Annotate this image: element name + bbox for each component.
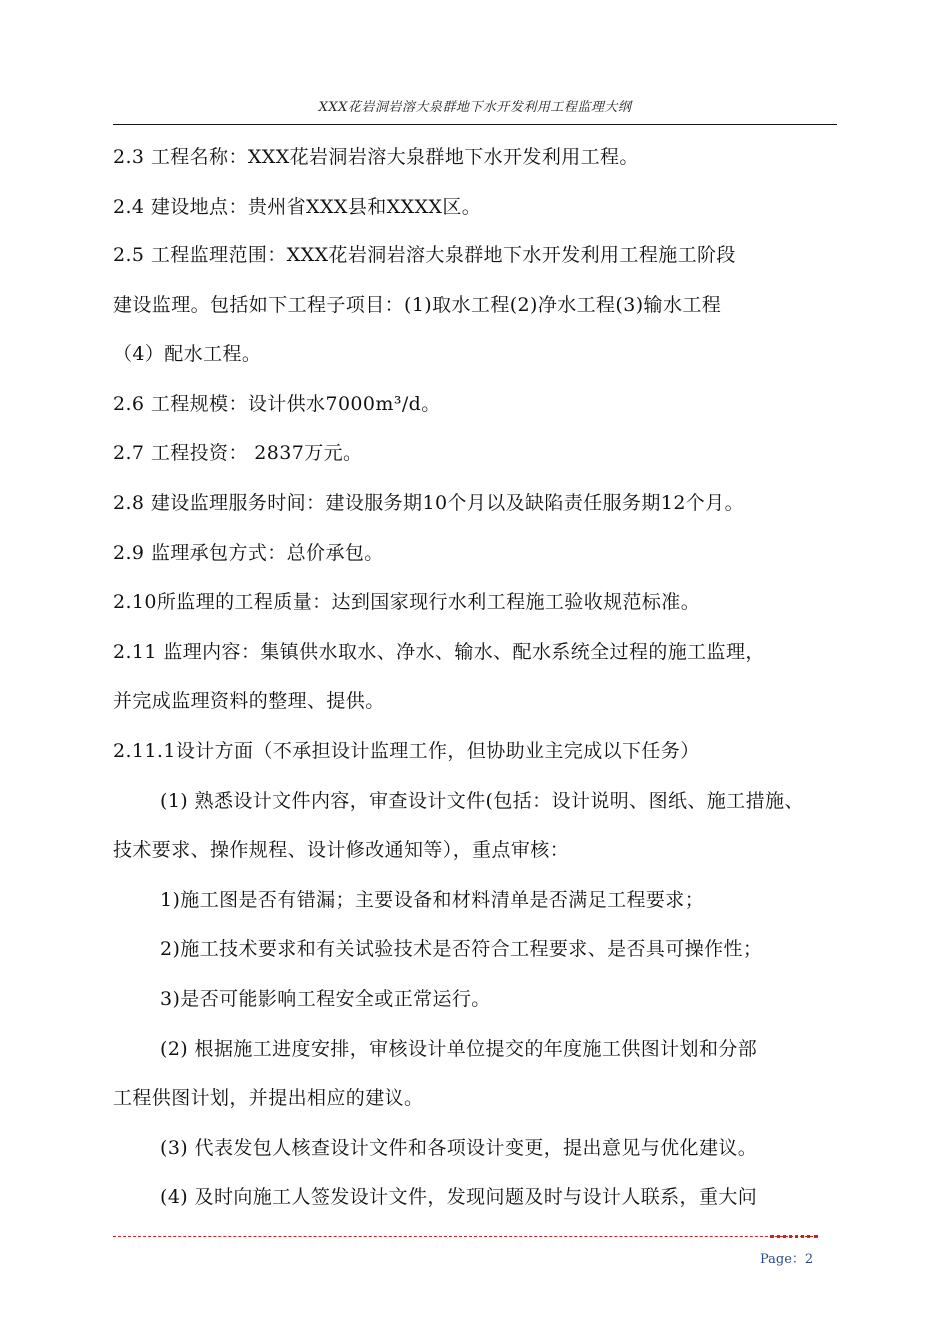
text-line-sub-3: 3)是否可能影响工程安全或正常运行。 bbox=[160, 988, 491, 1010]
text-line-sub-2: 2)施工技术要求和有关试验技术是否符合工程要求、是否具可操作性； bbox=[160, 938, 763, 960]
text-line-item-1: (1) 熟悉设计文件内容，审查设计文件(包括：设计说明、图纸、施工措施、 bbox=[160, 790, 804, 812]
text-line-item-2-cont: 工程供图计划，并提出相应的建议。 bbox=[113, 1087, 424, 1109]
text-line-item-3: (3) 代表发包人核查设计文件和各项设计变更，提出意见与优化建议。 bbox=[160, 1137, 758, 1159]
text-line-2-10: 2.10所监理的工程质量：达到国家现行水利工程施工验收规范标准。 bbox=[113, 591, 701, 613]
text-line-item-2: (2) 根据施工进度安排，审核设计单位提交的年度施工供图计划和分部 bbox=[160, 1038, 758, 1060]
footer-divider-accent bbox=[770, 1235, 818, 1238]
page-number: Page：2 bbox=[760, 1252, 814, 1267]
text-line-item-1-cont: 技术要求、操作规程、设计修改通知等），重点审核： bbox=[113, 839, 570, 861]
header-divider bbox=[113, 124, 837, 125]
text-line-2-7: 2.7 工程投资： 2837万元。 bbox=[113, 442, 363, 464]
text-line-2-6: 2.6 工程规模：设计供水7000m³/d。 bbox=[113, 393, 441, 415]
text-line-2-5-end: （4）配水工程。 bbox=[113, 343, 262, 365]
text-line-item-4: (4) 及时向施工人签发设计文件，发现问题及时与设计人联系，重大问 bbox=[160, 1186, 758, 1208]
text-line-2-11-cont: 并完成监理资料的整理、提供。 bbox=[113, 690, 385, 712]
text-line-2-8: 2.8 建设监理服务时间：建设服务期10个月以及缺陷责任服务期12个月。 bbox=[113, 492, 745, 514]
page-header-title: XXX花岩洞岩溶大泉群地下水开发利用工程监理大纲 bbox=[318, 100, 632, 115]
text-line-2-9: 2.9 监理承包方式：总价承包。 bbox=[113, 542, 384, 564]
text-line-2-11: 2.11 监理内容：集镇供水取水、净水、输水、配水系统全过程的施工监理， bbox=[113, 641, 765, 663]
text-line-2-4: 2.4 建设地点：贵州省XXX县和XXXX区。 bbox=[113, 196, 482, 218]
text-line-sub-1: 1)施工图是否有错漏；主要设备和材料清单是否满足工程要求； bbox=[160, 889, 705, 911]
text-line-2-5-cont: 建设监理。包括如下工程子项目：(1)取水工程(2)净水工程(3)输水工程 bbox=[113, 294, 722, 316]
text-line-2-3: 2.3 工程名称：XXX花岩洞岩溶大泉群地下水开发利用工程。 bbox=[113, 146, 639, 168]
text-line-2-11-1: 2.11.1设计方面（不承担设计监理工作，但协助业主完成以下任务） bbox=[113, 740, 700, 762]
text-line-2-5: 2.5 工程监理范围：XXX花岩洞岩溶大泉群地下水开发利用工程施工阶段 bbox=[113, 244, 736, 266]
footer-divider bbox=[113, 1236, 818, 1237]
